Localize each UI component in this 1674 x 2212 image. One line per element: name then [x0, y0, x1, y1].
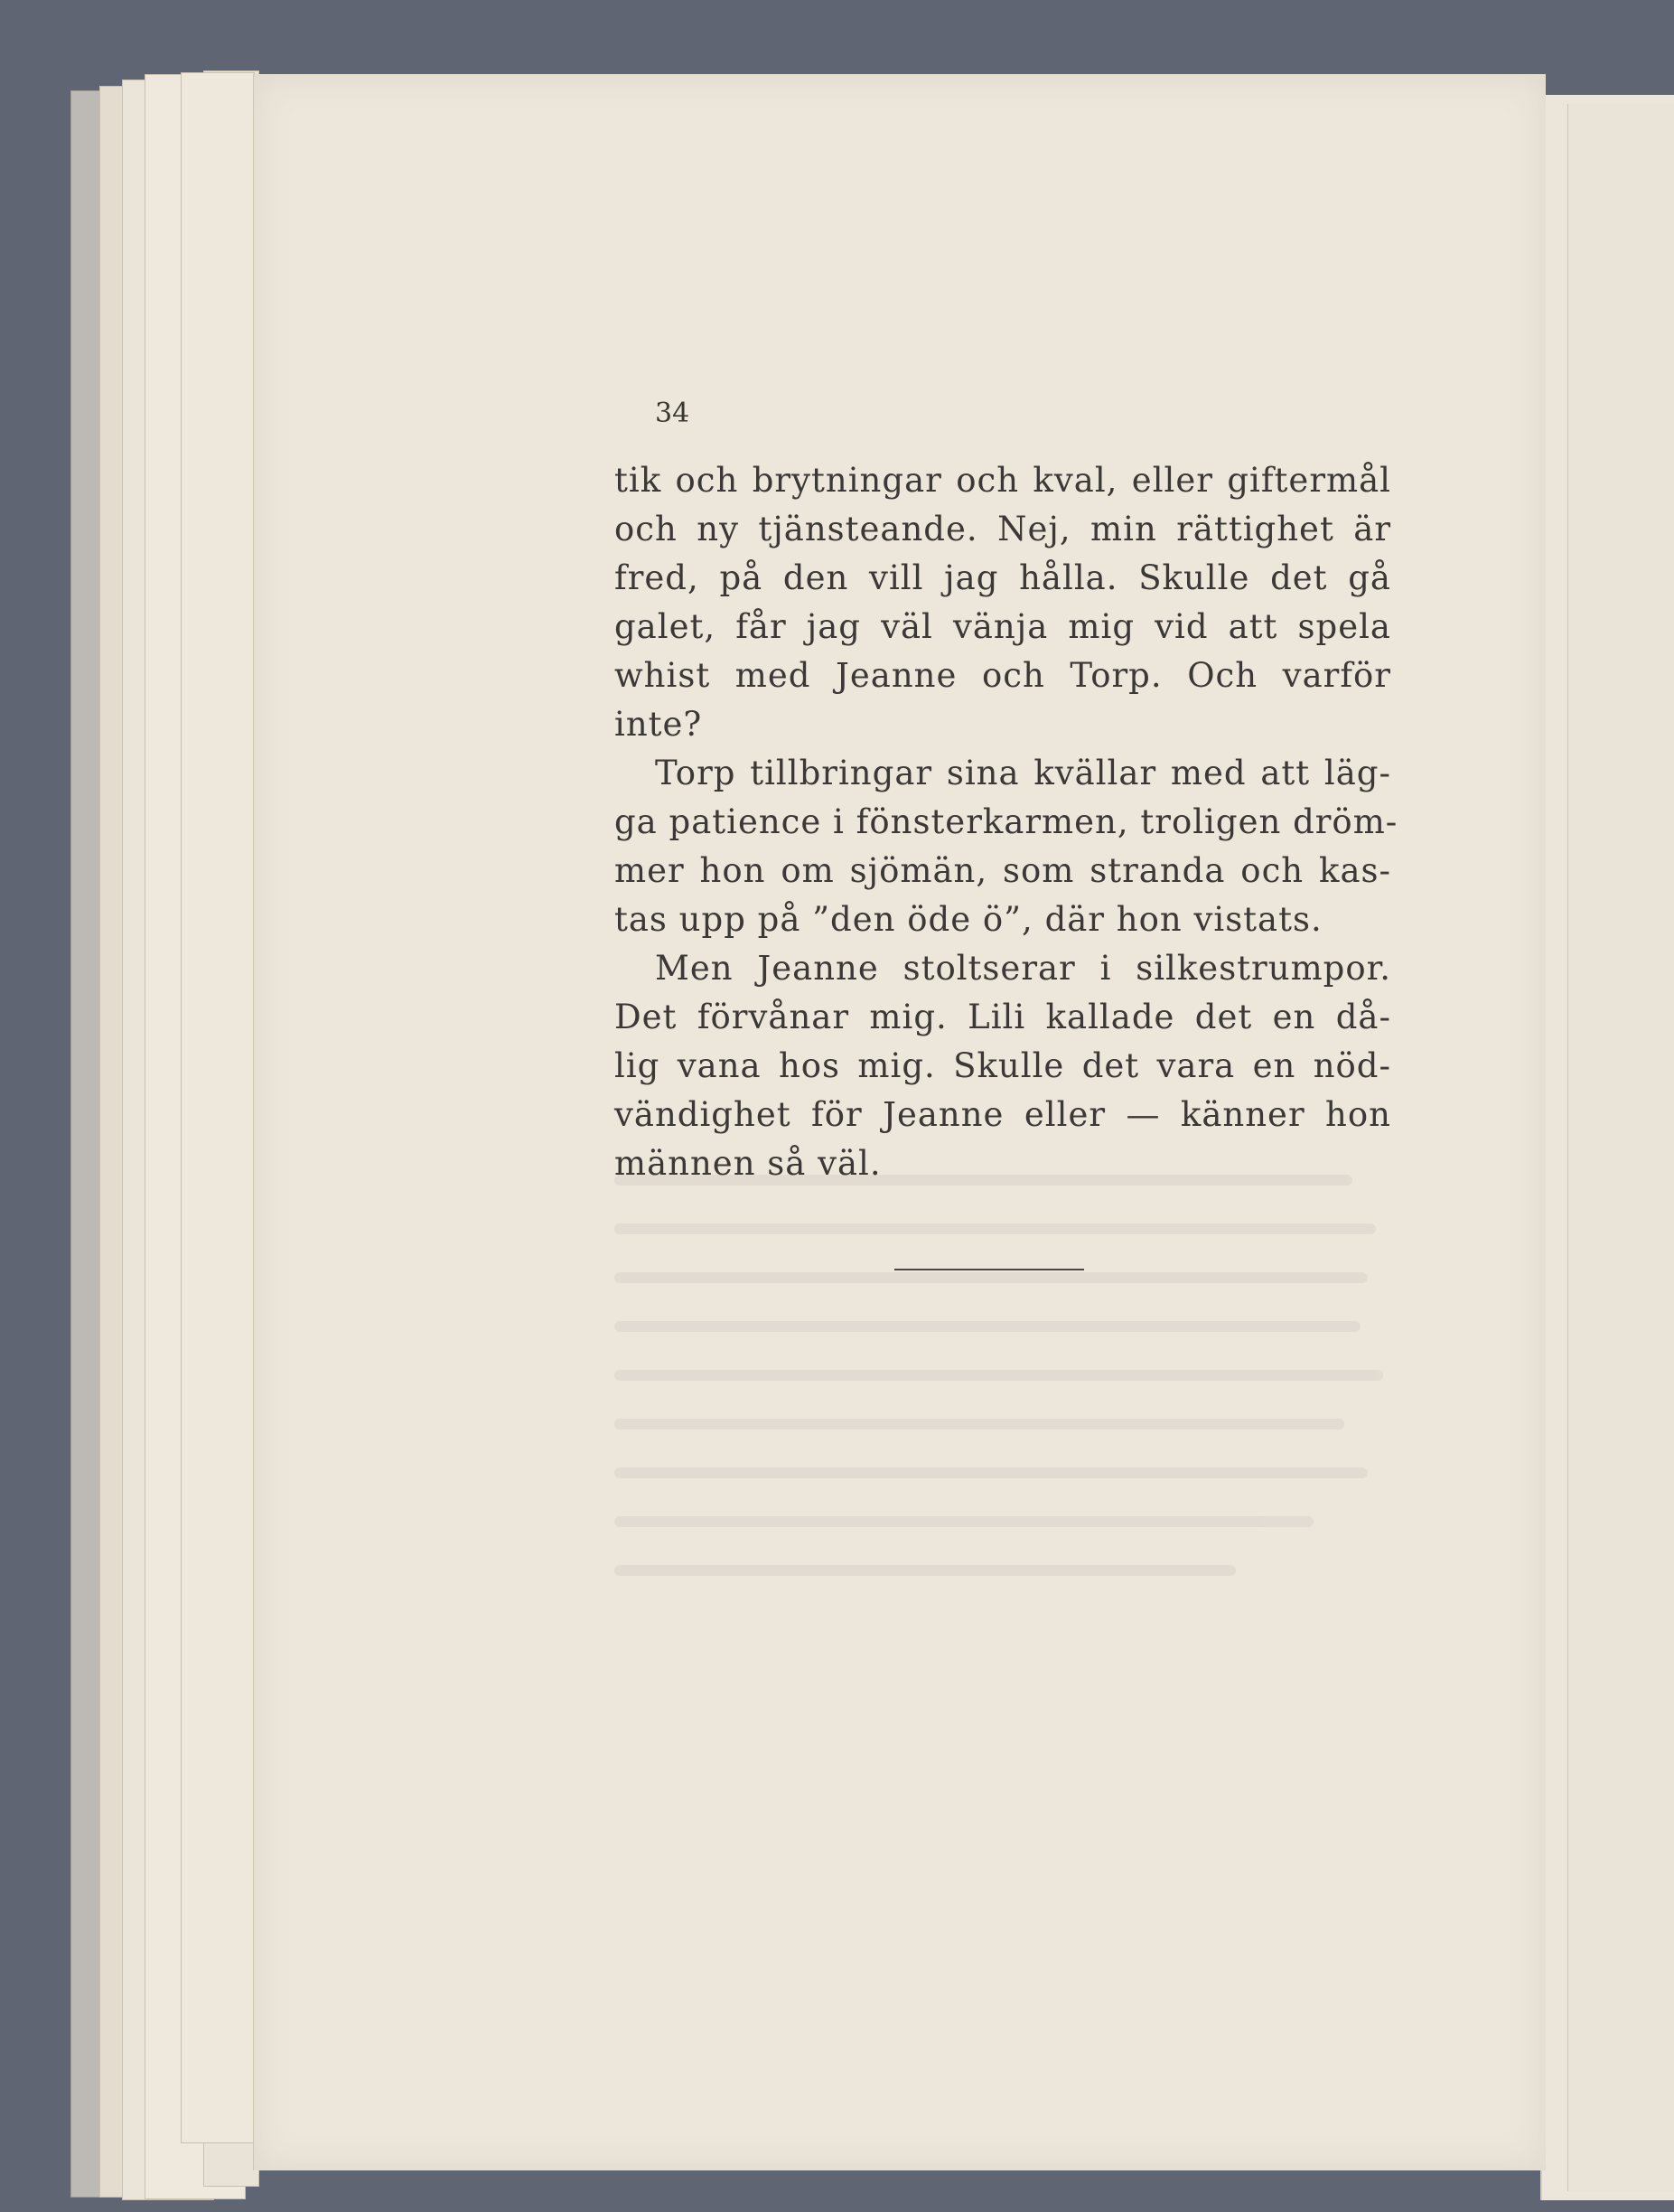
text-line: galet, får jag väl vänja mig vid att spela — [614, 607, 1391, 646]
show-through-text — [614, 1175, 1391, 1681]
text-line: Torp tillbringar sina kvällar med att läg- — [655, 754, 1391, 792]
text-line: whist med Jeanne och Torp. Och varför — [614, 656, 1391, 695]
text-line: vändighet för Jeanne eller — känner hon — [614, 1095, 1391, 1134]
text-line: lig vana hos mig. Skulle det vara en nöd- — [614, 1046, 1391, 1085]
text-line: tik och brytningar och kval, eller giftermål — [614, 461, 1391, 500]
text-line: Men Jeanne stoltserar i silkestrumpor. — [655, 949, 1391, 988]
text-line: männen så väl. — [614, 1144, 882, 1183]
text-line: och ny tjänsteande. Nej, min rättighet är — [614, 510, 1391, 548]
text-line: inte? — [614, 705, 703, 744]
facing-page-edge — [1567, 104, 1674, 2191]
text-line: fred, på den vill jag hålla. Skulle det gå — [614, 558, 1391, 597]
text-line: mer hon om sjömän, som stranda och kas- — [614, 851, 1391, 890]
text-line: Det förvånar mig. Lili kallade det en då- — [614, 998, 1391, 1036]
page-number: 34 — [655, 398, 690, 429]
section-divider — [894, 1269, 1084, 1270]
body-text — [614, 456, 1398, 1188]
page-edge — [181, 72, 255, 2143]
text-line: tas upp på ”den öde ö”, där hon vistats. — [614, 900, 1323, 939]
text-line: ga patience i fönsterkarmen, troligen dröm- — [614, 802, 1398, 841]
